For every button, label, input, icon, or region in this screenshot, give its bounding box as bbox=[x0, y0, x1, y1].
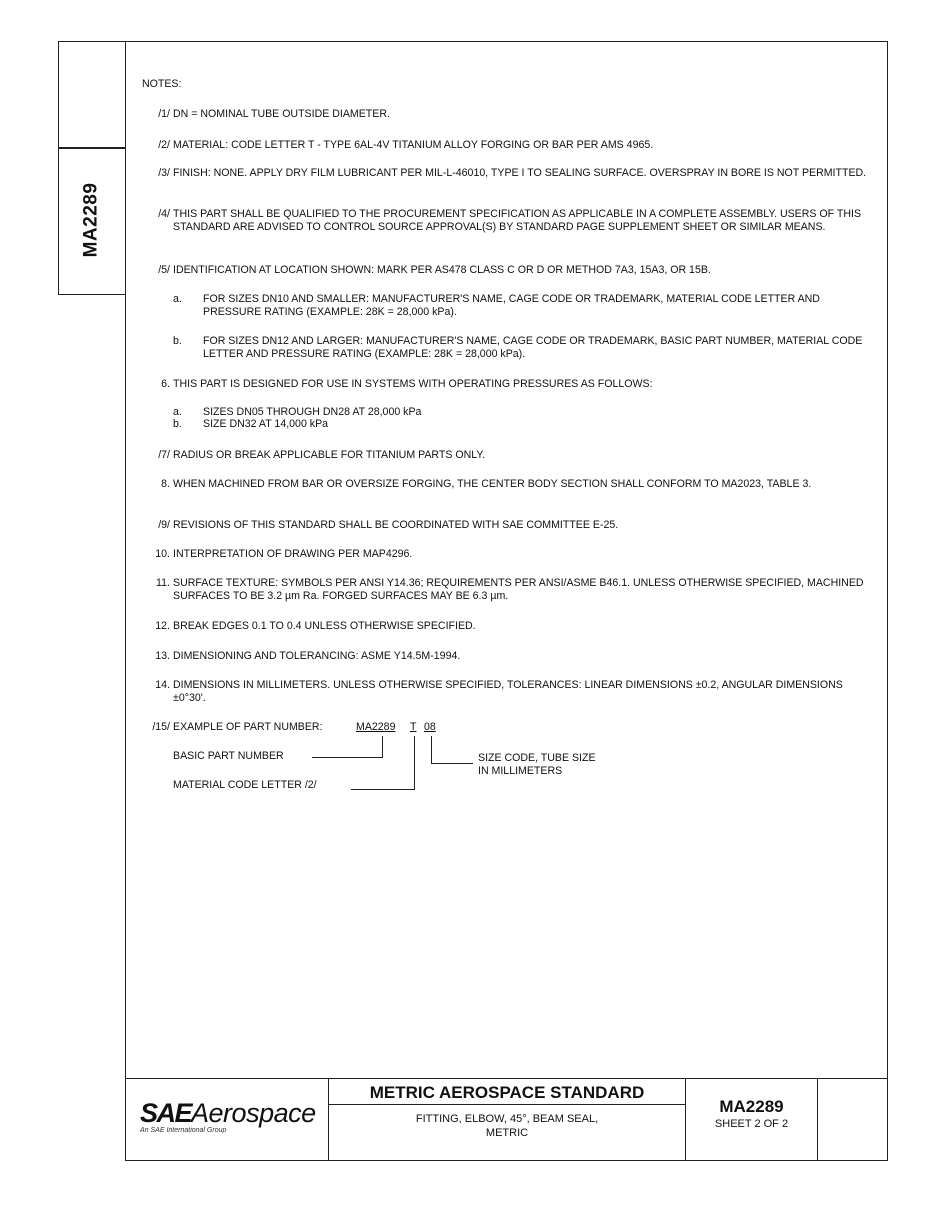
part-number-size: 08 bbox=[424, 721, 436, 733]
note-number: /9/ bbox=[158, 519, 170, 531]
sae-aerospace-logo bbox=[140, 1098, 316, 1129]
leader-basic-v bbox=[382, 736, 383, 758]
document-title: METRIC AEROSPACE STANDARD bbox=[369, 1083, 645, 1102]
logo-subtitle: An SAE International Group bbox=[140, 1127, 227, 1134]
sub-text: FOR SIZES DN10 AND SMALLER: MANUFACTURER'S NAME, CAGE CODE OR TRADEMARK, MATERIAL CODE LETTER AND PRESSURE RATING (EXAMPLE: 28K = 28,000 kPa). bbox=[203, 293, 820, 318]
note-number: 11. bbox=[156, 577, 170, 589]
note-text: SURFACE TEXTURE: SYMBOLS PER ANSI Y14.36; REQUIREMENTS PER ANSI/ASME B46.1. UNLESS OTHERWISE SPECIFIED, MACHINED SURFACES TO BE 3.2 µm Ra. FORGED SURFACES MAY BE 6.3 µm. bbox=[173, 577, 864, 602]
sub-label: a. bbox=[173, 293, 182, 305]
logo-sae: SAE bbox=[140, 1098, 192, 1128]
note-text: FINISH: NONE. APPLY DRY FILM LUBRICANT PER MIL-L-46010, TYPE I TO SEALING SURFACE. OVERSPRAY IN BORE IS NOT PERMITTED. bbox=[173, 167, 867, 179]
note-text: WHEN MACHINED FROM BAR OR OVERSIZE FORGING, THE CENTER BODY SECTION SHALL CONFORM TO MA2023, TABLE 3. bbox=[173, 478, 812, 490]
size-code-label-2: IN MILLIMETERS bbox=[478, 765, 563, 777]
note-text: EXAMPLE OF PART NUMBER: bbox=[173, 721, 323, 733]
leader-material-h bbox=[351, 789, 415, 790]
note-text: BREAK EDGES 0.1 TO 0.4 UNLESS OTHERWISE SPECIFIED. bbox=[173, 620, 476, 632]
part-description-line-1: FITTING, ELBOW, 45°, BEAM SEAL, bbox=[415, 1113, 599, 1125]
sub-label: b. bbox=[173, 335, 182, 347]
note-text: REVISIONS OF THIS STANDARD SHALL BE COORDINATED WITH SAE COMMITTEE E-25. bbox=[173, 519, 619, 531]
sub-label: a. bbox=[173, 406, 182, 418]
note-number: /5/ bbox=[158, 264, 170, 276]
material-code-label: MATERIAL CODE LETTER /2/ bbox=[173, 779, 317, 791]
sub-text: SIZES DN05 THROUGH DN28 AT 28,000 kPa bbox=[203, 406, 422, 418]
title-underline bbox=[329, 1104, 685, 1105]
note-text: DIMENSIONS IN MILLIMETERS. UNLESS OTHERWISE SPECIFIED, TOLERANCES: LINEAR DIMENSIONS ±0.2, ANGULAR DIMENSIONS ±0°30'. bbox=[173, 679, 843, 704]
note-number: 8. bbox=[161, 478, 170, 490]
standard-number: MA2289 bbox=[719, 1097, 784, 1116]
note-text: THIS PART IS DESIGNED FOR USE IN SYSTEMS WITH OPERATING PRESSURES AS FOLLOWS: bbox=[173, 378, 653, 390]
side-standard-label bbox=[58, 147, 125, 293]
leader-basic-h bbox=[312, 757, 383, 758]
leader-size-v bbox=[431, 736, 432, 764]
note-number: /2/ bbox=[158, 139, 170, 151]
title-block-top-line bbox=[125, 1078, 887, 1079]
note-text: INTERPRETATION OF DRAWING PER MAP4296. bbox=[173, 548, 413, 560]
sub-label: b. bbox=[173, 418, 182, 430]
note-number: /4/ bbox=[158, 208, 170, 220]
note-text: RADIUS OR BREAK APPLICABLE FOR TITANIUM PARTS ONLY. bbox=[173, 449, 486, 461]
sheet-number: SHEET 2 OF 2 bbox=[714, 1118, 789, 1130]
logo-aerospace: Aerospace bbox=[191, 1098, 316, 1128]
note-text: IDENTIFICATION AT LOCATION SHOWN: MARK PER AS478 CLASS C OR D OR METHOD 7A3, 15A3, OR 15B. bbox=[173, 264, 711, 276]
note-number: /15/ bbox=[152, 721, 170, 733]
part-number-material: T bbox=[410, 721, 417, 733]
note-text: DIMENSIONING AND TOLERANCING: ASME Y14.5M-1994. bbox=[173, 650, 461, 662]
side-standard-number: MA2289 bbox=[80, 182, 102, 258]
part-description bbox=[329, 1112, 685, 1140]
title-block-divider-3 bbox=[817, 1078, 818, 1160]
part-number-basic: MA2289 bbox=[356, 721, 396, 733]
leader-material-v bbox=[414, 736, 415, 790]
note-number: 13. bbox=[155, 650, 170, 662]
basic-part-number-label: BASIC PART NUMBER bbox=[173, 750, 284, 762]
note-number: /7/ bbox=[158, 449, 170, 461]
note-number: 12. bbox=[155, 620, 170, 632]
note-text: MATERIAL: CODE LETTER T - TYPE 6AL-4V TITANIUM ALLOY FORGING OR BAR PER AMS 4965. bbox=[173, 139, 654, 151]
leader-size-h bbox=[431, 763, 473, 764]
note-number: 6. bbox=[161, 378, 170, 390]
note-number: /3/ bbox=[158, 167, 170, 179]
note-number: 10. bbox=[155, 548, 170, 560]
sub-text: SIZE DN32 AT 14,000 kPa bbox=[203, 418, 329, 430]
side-box-top bbox=[58, 41, 126, 149]
note-number: 14. bbox=[155, 679, 170, 691]
note-text: DN = NOMINAL TUBE OUTSIDE DIAMETER. bbox=[173, 108, 390, 120]
note-number: /1/ bbox=[158, 108, 170, 120]
size-code-label-1: SIZE CODE, TUBE SIZE bbox=[478, 752, 596, 764]
notes-heading: NOTES: bbox=[142, 78, 182, 90]
note-text: THIS PART SHALL BE QUALIFIED TO THE PROCUREMENT SPECIFICATION AS APPLICABLE IN A COMPLETE ASSEMBLY. USERS OF THIS STANDARD ARE ADVISED TO CONTROL SOURCE APPROVAL(S) BY STANDARD PAGE SUPPLEMENT SHEET OR SIMILAR MEANS. bbox=[173, 208, 862, 233]
part-description-line-2: METRIC bbox=[485, 1127, 529, 1139]
sub-text: FOR SIZES DN12 AND LARGER: MANUFACTURER'S NAME, CAGE CODE OR TRADEMARK, BASIC PART NUMBER, MATERIAL CODE LETTER AND PRESSURE RATING (EXAMPLE: 28K = 28,000 kPa). bbox=[203, 335, 863, 360]
